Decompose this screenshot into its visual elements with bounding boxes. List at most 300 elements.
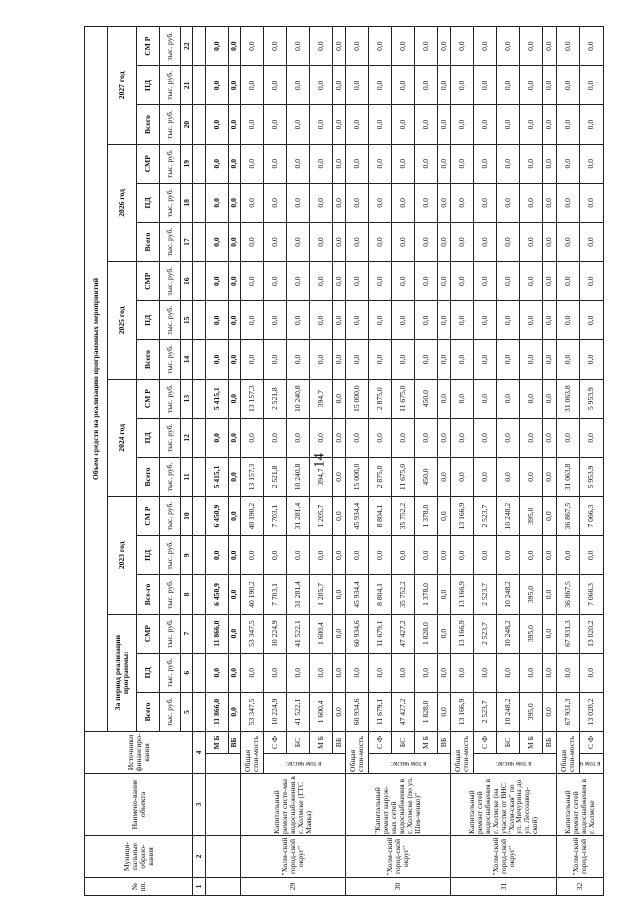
value-cell: 0,0 (332, 653, 346, 692)
value-cell: 0,0 (579, 653, 604, 692)
header-total-period: За период реализации программы: (107, 614, 136, 731)
value-cell: 11 679,1 (369, 614, 392, 653)
value-cell: 0,0 (205, 340, 228, 379)
value-cell: 0,0 (556, 105, 579, 144)
value-cell: 0,0 (369, 27, 392, 66)
value-cell: 0,0 (309, 340, 332, 379)
value-cell: 0,0 (415, 418, 438, 457)
value-cell: 0,0 (474, 418, 497, 457)
value-cell: 0,0 (415, 222, 438, 261)
source-total: Общая стои-мость (241, 731, 264, 773)
value-cell: 0,0 (369, 66, 392, 105)
value-cell: 0,0 (346, 418, 369, 457)
value-cell: 0,0 (451, 222, 474, 261)
value-cell: 0,0 (332, 262, 346, 301)
source-vb: ВБ (437, 731, 451, 753)
value-cell: 0,0 (241, 418, 264, 457)
column-number: 4 (193, 731, 205, 773)
value-cell: 0,0 (332, 301, 346, 340)
value-cell: 0,0 (474, 653, 497, 692)
municipality-name: "Холм-ский город-ской округ" (346, 836, 451, 878)
value-cell: 0,0 (543, 536, 557, 575)
value-cell: 1 378,0 (415, 575, 438, 614)
blank-cell (205, 878, 240, 896)
value-cell: 0,0 (286, 105, 309, 144)
header-pd: ПД (137, 418, 160, 457)
value-cell: 0,0 (228, 144, 240, 183)
value-cell: 0,0 (520, 457, 543, 496)
value-cell: 0,0 (520, 301, 543, 340)
source-mb: М Б (309, 731, 332, 753)
header-pd: ПД (137, 301, 160, 340)
value-cell: 0,0 (451, 457, 474, 496)
header-unit: тыс. руб. (159, 692, 180, 731)
value-cell: 0,0 (332, 692, 346, 731)
value-cell: 0,0 (474, 340, 497, 379)
value-cell: 0,0 (309, 183, 332, 222)
value-cell: 0,0 (543, 222, 557, 261)
value-cell: 10 224,9 (264, 614, 287, 653)
source-bs: БС (392, 731, 415, 753)
value-cell: 31 281,4 (286, 497, 309, 536)
header-vsego: Всего (137, 105, 160, 144)
value-cell: 0,0 (286, 183, 309, 222)
header-unit: тыс. руб. (159, 614, 180, 653)
value-cell: 5 415,1 (205, 379, 228, 418)
value-cell: 0,0 (415, 262, 438, 301)
value-cell: 0,0 (415, 27, 438, 66)
value-cell: 0,0 (286, 340, 309, 379)
value-cell: 0,0 (346, 183, 369, 222)
value-cell: 13 166,9 (451, 497, 474, 536)
value-cell: 60 934,6 (346, 614, 369, 653)
value-cell: 0,0 (474, 457, 497, 496)
value-cell: 0,0 (415, 66, 438, 105)
value-cell: 2 875,0 (369, 457, 392, 496)
header-pd: ПД (137, 66, 160, 105)
value-cell: 0,0 (474, 144, 497, 183)
value-cell: 0,0 (543, 27, 557, 66)
value-cell: 0,0 (228, 497, 240, 536)
value-cell: 0,0 (332, 379, 346, 418)
value-cell: 0,0 (543, 183, 557, 222)
value-cell: 0,0 (497, 144, 520, 183)
value-cell: 0,0 (474, 66, 497, 105)
value-cell: 395,0 (520, 497, 543, 536)
column-number: 19 (180, 144, 192, 183)
value-cell: 0,0 (451, 262, 474, 301)
value-cell: 0,0 (369, 653, 392, 692)
value-cell: 0,0 (556, 66, 579, 105)
column-number: 14 (180, 340, 192, 379)
value-cell: 0,0 (205, 536, 228, 575)
value-cell: 0,0 (579, 340, 604, 379)
header-pd: ПД (137, 653, 160, 692)
object-row-total (241, 27, 264, 896)
value-cell: 0,0 (264, 536, 287, 575)
value-cell: 0,0 (543, 340, 557, 379)
object-number: 32 (556, 878, 603, 896)
value-cell: 0,0 (228, 222, 240, 261)
column-number: 13 (180, 379, 192, 418)
value-cell: 0,0 (556, 27, 579, 66)
value-cell: 31 063,8 (556, 457, 579, 496)
column-number: 22 (180, 27, 192, 66)
value-cell: 45 934,4 (346, 575, 369, 614)
value-cell: 0,0 (497, 457, 520, 496)
value-cell: 13 166,9 (451, 575, 474, 614)
value-cell: 0,0 (497, 105, 520, 144)
value-cell: 0,0 (228, 340, 240, 379)
value-cell: 0,0 (392, 66, 415, 105)
value-cell: 2 875,0 (369, 379, 392, 418)
value-cell: 0,0 (451, 183, 474, 222)
header-unit: тыс. руб. (159, 536, 180, 575)
value-cell: 0,0 (497, 379, 520, 418)
blank-cell (193, 222, 205, 261)
value-cell: 0,0 (543, 301, 557, 340)
value-cell: 0,0 (264, 183, 287, 222)
value-cell: 0,0 (228, 457, 240, 496)
value-cell: 0,0 (264, 262, 287, 301)
value-cell: 0,0 (332, 105, 346, 144)
value-cell: 0,0 (543, 653, 557, 692)
value-cell: 0,0 (286, 301, 309, 340)
value-cell: 0,0 (474, 301, 497, 340)
rotated-table-area (84, 26, 604, 896)
column-number: 15 (180, 301, 192, 340)
blank-cell (193, 301, 205, 340)
value-cell: 0,0 (228, 262, 240, 301)
value-cell: 0,0 (437, 340, 451, 379)
value-cell: 2 521,8 (264, 457, 287, 496)
value-cell: 0,0 (309, 536, 332, 575)
value-cell: 395,0 (520, 575, 543, 614)
value-cell: 1 600,4 (309, 692, 332, 731)
value-cell: 0,0 (228, 614, 240, 653)
value-cell: 0,0 (264, 653, 287, 692)
value-cell: 0,0 (579, 418, 604, 457)
value-cell: 0,0 (520, 379, 543, 418)
header-vsego: Всего (137, 692, 160, 731)
value-cell: 0,0 (264, 144, 287, 183)
source-vb: ВБ (543, 731, 557, 753)
value-cell: 0,0 (346, 222, 369, 261)
blank-cell (193, 575, 205, 614)
value-cell: 0,0 (369, 262, 392, 301)
column-number: 18 (180, 183, 192, 222)
object-row-sf (369, 27, 392, 896)
value-cell: 0,0 (437, 614, 451, 653)
source-vb: ВБ (228, 731, 240, 753)
header-smr: СМ Р (137, 379, 160, 418)
value-cell: 0,0 (228, 692, 240, 731)
value-cell: 10 224,9 (264, 692, 287, 731)
value-cell: 10 248,2 (497, 614, 520, 653)
value-cell: 0,0 (205, 418, 228, 457)
value-cell: 0,0 (497, 418, 520, 457)
value-cell: 0,0 (520, 105, 543, 144)
value-cell: 0,0 (556, 144, 579, 183)
value-cell: 0,0 (264, 418, 287, 457)
value-cell: 0,0 (228, 653, 240, 692)
value-cell: 0,0 (346, 105, 369, 144)
value-cell: 0,0 (392, 262, 415, 301)
value-cell: 0,0 (346, 340, 369, 379)
value-cell: 0,0 (205, 144, 228, 183)
value-cell: 0,0 (520, 222, 543, 261)
value-cell: 0,0 (437, 457, 451, 496)
header-y2026: 2026 год (107, 144, 136, 261)
value-cell: 0,0 (205, 66, 228, 105)
value-cell: 0,0 (520, 183, 543, 222)
value-cell: 0,0 (474, 27, 497, 66)
value-cell: 7 703,1 (264, 497, 287, 536)
source-mb: М Б (520, 731, 543, 753)
value-cell: 0,0 (556, 183, 579, 222)
value-cell: 0,0 (520, 340, 543, 379)
source-sf: С Ф (579, 731, 604, 753)
blank-cell (205, 774, 240, 836)
object-name: Капитальный ремонт систе-мы водоснаб-жения в г. Холмске (ГТС Маяка) (241, 774, 346, 836)
value-cell: 0,0 (241, 301, 264, 340)
value-cell: 0,0 (579, 183, 604, 222)
value-cell: 0,0 (392, 144, 415, 183)
header-smr: СМ Р (137, 497, 160, 536)
value-cell: 2 523,7 (474, 497, 497, 536)
value-cell: 0,0 (543, 457, 557, 496)
value-cell: 0,0 (520, 536, 543, 575)
header-no: № пп. (85, 878, 193, 896)
value-cell: 0,0 (264, 66, 287, 105)
source-mb: М Б (205, 731, 228, 753)
value-cell: 0,0 (264, 105, 287, 144)
value-cell: 0,0 (228, 27, 240, 66)
header-unit: тыс. руб. (159, 418, 180, 457)
value-cell: 0,0 (309, 27, 332, 66)
object-number: 31 (451, 878, 556, 896)
including-label-text: в том числе: (285, 760, 322, 768)
value-cell: 0,0 (241, 144, 264, 183)
header-smr: СМ Р (137, 27, 160, 66)
value-cell: 0,0 (437, 379, 451, 418)
value-cell: 35 752,2 (392, 497, 415, 536)
blank-cell (193, 183, 205, 222)
object-number: 30 (346, 878, 451, 896)
value-cell: 0,0 (579, 105, 604, 144)
header-vsego: Всего (137, 340, 160, 379)
value-cell: 11 679,1 (369, 692, 392, 731)
value-cell: 1 828,0 (415, 614, 438, 653)
value-cell: 0,0 (346, 262, 369, 301)
value-cell: 0,0 (437, 105, 451, 144)
value-cell: 31 063,8 (556, 379, 579, 418)
value-cell: 0,0 (497, 183, 520, 222)
value-cell: 0,0 (556, 340, 579, 379)
value-cell: 395,0 (520, 614, 543, 653)
value-cell: 0,0 (520, 418, 543, 457)
value-cell: 0,0 (437, 66, 451, 105)
municipality-name: "Холм-ский город-ской округ" (241, 836, 346, 878)
header-y2025: 2025 год (107, 262, 136, 379)
value-cell: 0,0 (346, 536, 369, 575)
municipality-name: "Холм-ский город-ской округ" (451, 836, 556, 878)
value-cell: 0,0 (437, 301, 451, 340)
value-cell: 0,0 (286, 262, 309, 301)
value-cell: 0,0 (451, 144, 474, 183)
header-volume: Объем средств на реализацию программных мероприятий (85, 27, 108, 732)
value-cell: 0,0 (415, 183, 438, 222)
value-cell: 0,0 (392, 653, 415, 692)
value-cell: 0,0 (497, 301, 520, 340)
blank-cell (193, 105, 205, 144)
value-cell: 0,0 (309, 66, 332, 105)
value-cell: 0,0 (556, 301, 579, 340)
column-number: 11 (180, 457, 192, 496)
value-cell: 0,0 (392, 340, 415, 379)
blank-cell (193, 27, 205, 66)
blank-cell (193, 379, 205, 418)
value-cell: 0,0 (205, 27, 228, 66)
object-name: Капитальный ремонт сетей водоснабжения в г. Холмске (на участке от ВНС "Холм-ская" по ул. Мичурина до ул. Лесозавод-ской) (451, 774, 556, 836)
value-cell: 11 675,0 (392, 379, 415, 418)
value-cell: 0,0 (241, 653, 264, 692)
value-cell: 0,0 (332, 497, 346, 536)
object-row-total (346, 27, 369, 896)
including-label (369, 754, 451, 774)
value-cell: 450,0 (415, 379, 438, 418)
header-municipality: Муници-пальные образо-вания (85, 836, 193, 878)
source-vb: ВБ (332, 731, 346, 753)
value-cell: 0,0 (437, 183, 451, 222)
value-cell: 0,0 (437, 27, 451, 66)
value-cell: 0,0 (497, 340, 520, 379)
value-cell: 60 934,6 (346, 692, 369, 731)
value-cell: 41 522,1 (286, 614, 309, 653)
value-cell: 0,0 (474, 262, 497, 301)
value-cell: 0,0 (520, 144, 543, 183)
column-number: 5 (180, 692, 192, 731)
value-cell: 0,0 (332, 222, 346, 261)
column-number: 16 (180, 262, 192, 301)
including-label-text: в том ч (580, 760, 601, 768)
value-cell: 0,0 (520, 66, 543, 105)
column-number: 9 (180, 536, 192, 575)
blank-cell (193, 614, 205, 653)
value-cell: 0,0 (241, 340, 264, 379)
value-cell: 10 240,8 (286, 379, 309, 418)
value-cell: 13 166,9 (451, 614, 474, 653)
value-cell: 36 867,5 (556, 575, 579, 614)
value-cell: 0,0 (241, 262, 264, 301)
value-cell: 47 427,2 (392, 692, 415, 731)
value-cell: 0,0 (205, 105, 228, 144)
value-cell: 0,0 (286, 144, 309, 183)
value-cell: 0,0 (241, 105, 264, 144)
object-name: Капитальный ремонт сетей водоснабжения в г. Холмске (556, 774, 603, 836)
header-smr: СМР (137, 144, 160, 183)
value-cell: 15 000,0 (346, 379, 369, 418)
value-cell: 0,0 (332, 183, 346, 222)
value-cell: 0,0 (392, 222, 415, 261)
value-cell: 0,0 (543, 614, 557, 653)
value-cell: 40 190,2 (241, 575, 264, 614)
value-cell: 0,0 (369, 183, 392, 222)
including-label (474, 754, 556, 774)
value-cell: 10 248,2 (497, 575, 520, 614)
value-cell: 0,0 (474, 222, 497, 261)
value-cell: 0,0 (205, 301, 228, 340)
header-unit: тыс. руб. (159, 497, 180, 536)
header-vsego: Все-го (137, 575, 160, 614)
value-cell: 0,0 (309, 262, 332, 301)
value-cell: 0,0 (228, 66, 240, 105)
blank-cell (193, 497, 205, 536)
value-cell: 0,0 (437, 222, 451, 261)
header-smr: СМР (137, 262, 160, 301)
value-cell: 0,0 (556, 418, 579, 457)
value-cell: 11 675,0 (392, 457, 415, 496)
value-cell: 0,0 (451, 301, 474, 340)
column-number: 2 (193, 836, 205, 878)
value-cell: 2 521,8 (264, 379, 287, 418)
value-cell: 0,0 (309, 301, 332, 340)
header-y2023: 2023 год (107, 497, 136, 614)
value-cell: 0,0 (543, 262, 557, 301)
header-y2024: 2024 год (107, 379, 136, 496)
value-cell: 0,0 (497, 653, 520, 692)
value-cell: 0,0 (497, 262, 520, 301)
value-cell: 0,0 (543, 692, 557, 731)
header-vsego: Всего (137, 457, 160, 496)
value-cell: 0,0 (369, 222, 392, 261)
financing-table (84, 26, 604, 896)
blank-cell (193, 457, 205, 496)
value-cell: 0,0 (437, 418, 451, 457)
municipality-name: "Холм-ский город-ской (556, 836, 603, 878)
value-cell: 0,0 (437, 497, 451, 536)
value-cell: 5 953,9 (579, 457, 604, 496)
including-label-text: в том числе: (496, 760, 532, 768)
value-cell: 10 240,8 (286, 457, 309, 496)
source-bs: БС (286, 731, 309, 753)
value-cell: 0,0 (286, 418, 309, 457)
value-cell: 31 281,4 (286, 575, 309, 614)
value-cell: 0,0 (369, 144, 392, 183)
value-cell: 13 157,3 (241, 379, 264, 418)
value-cell: 0,0 (497, 536, 520, 575)
value-cell: 450,0 (415, 457, 438, 496)
header-unit: тыс. руб. (159, 340, 180, 379)
value-cell: 1 205,7 (309, 575, 332, 614)
value-cell: 0,0 (369, 340, 392, 379)
page-number: 14 (311, 453, 328, 468)
value-cell: 395,0 (520, 692, 543, 731)
value-cell: 0,0 (309, 418, 332, 457)
value-cell: 7 703,1 (264, 575, 287, 614)
header-unit: тыс. руб. (159, 262, 180, 301)
value-cell: 1 828,0 (415, 692, 438, 731)
value-cell: 0,0 (264, 222, 287, 261)
value-cell: 47 427,2 (392, 614, 415, 653)
header-unit: тыс. руб. (159, 575, 180, 614)
value-cell: 2 523,7 (474, 692, 497, 731)
value-cell: 35 752,2 (392, 575, 415, 614)
header-pd: ПД (137, 536, 160, 575)
value-cell: 7 066,3 (579, 497, 604, 536)
header-unit: тыс. руб. (159, 222, 180, 261)
value-cell: 5 415,1 (205, 457, 228, 496)
